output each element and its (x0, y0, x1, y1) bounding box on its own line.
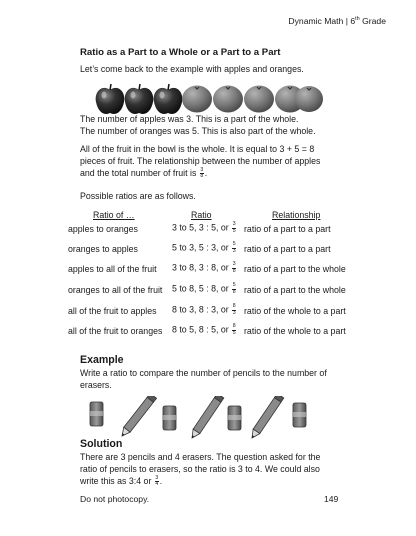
eraser-icon (228, 406, 241, 430)
row-relationship: ratio of a part to the whole (244, 285, 346, 295)
row-ratio-text: 5 to 8, 5 : 8, or (172, 283, 229, 294)
row-relationship: ratio of a part to a part (244, 244, 331, 254)
apple-icon (96, 84, 125, 114)
para1-line1: The number of apples was 3. This is a part of the whole. (80, 114, 299, 124)
solution-line1: There are 3 pencils and 4 erasers. The question asked for the (80, 452, 321, 462)
fraction-numerator: 5 (232, 282, 236, 288)
para2-end: . (204, 168, 208, 178)
apple-icon (125, 84, 154, 114)
fraction-denominator: 4 (155, 481, 159, 488)
row-relationship: ratio of a part to the whole (244, 264, 346, 274)
fraction-denominator: 8 (200, 173, 204, 180)
row-ratio (172, 324, 237, 336)
fraction-numerator: 5 (232, 241, 236, 247)
section-title: Ratio as a Part to a Whole or a Part to a Part (80, 47, 281, 58)
eraser-icon (163, 406, 176, 430)
row-ratio-text: 8 to 3, 8 : 3, or (172, 304, 229, 315)
table-row (0, 302, 416, 322)
whole-paragraph (80, 143, 380, 180)
apples-oranges-paragraph (80, 113, 380, 137)
solution-text (80, 451, 380, 488)
row-ratio-of: apples to all of the fruit (68, 264, 157, 274)
fraction-denominator: 8 (232, 288, 236, 295)
table-row (0, 220, 416, 240)
fraction-numerator: 8 (232, 303, 236, 309)
orange-icon (213, 86, 243, 113)
row-ratio-of: apples to oranges (68, 224, 138, 234)
orange-icon (244, 86, 274, 113)
pencils-erasers-illustration (86, 396, 326, 442)
row-ratio (172, 262, 237, 274)
eraser-icon (293, 403, 306, 427)
fraction-denominator: 8 (232, 267, 236, 274)
header-sup: th (355, 16, 360, 23)
fraction (232, 324, 236, 336)
row-ratio-text: 8 to 5, 8 : 5, or (172, 324, 229, 335)
table-row (0, 260, 416, 280)
para2-line2: pieces of fruit. The relationship between the number of apples (80, 156, 321, 166)
row-relationship: ratio of the whole to a part (244, 306, 346, 316)
fraction (155, 476, 159, 488)
apple-icon (154, 84, 183, 114)
eraser-icon (90, 402, 103, 426)
para2-line3 (80, 167, 380, 180)
table-header-ratio-of: Ratio of … (93, 210, 135, 220)
fraction (232, 222, 236, 234)
fraction (232, 262, 236, 274)
fraction-numerator: 3 (232, 261, 236, 267)
solution-line3-text: write this as 3:4 or (80, 476, 152, 486)
fraction-denominator: 5 (232, 227, 236, 234)
para1-line2: The number of oranges was 5. This is also part of the whole. (80, 126, 316, 136)
header-text-suffix: Grade (359, 16, 386, 26)
row-ratio-of: all of the fruit to oranges (68, 326, 163, 336)
row-ratio-text: 5 to 3, 5 : 3, or (172, 242, 229, 253)
solution-end: . (159, 476, 163, 486)
fraction-numerator: 3 (200, 166, 204, 173)
row-ratio (172, 242, 237, 254)
possible-ratios-text: Possible ratios are as follows. (80, 191, 196, 201)
example-heading: Example (80, 354, 124, 366)
pencil-icon (119, 396, 157, 438)
table-row (0, 240, 416, 260)
orange-icon (295, 86, 323, 112)
fraction (232, 242, 236, 254)
row-ratio-text: 3 to 5, 3 : 5, or (172, 222, 229, 233)
solution-heading: Solution (80, 438, 123, 450)
table-header-ratio: Ratio (191, 210, 212, 220)
table-row (0, 281, 416, 301)
fraction-numerator: 3 (232, 221, 236, 227)
fraction-denominator: 3 (232, 247, 236, 254)
fraction-denominator: 5 (232, 329, 236, 336)
fraction (232, 283, 236, 295)
page-header (288, 16, 386, 26)
solution-line2: ratio of pencils to erasers, so the ratio is 3 to 4. We could also (80, 464, 320, 474)
example-line1: Write a ratio to compare the number of pencils to the number of (80, 368, 327, 378)
row-ratio-of: oranges to apples (68, 244, 138, 254)
intro-text: Let’s come back to the example with apples and oranges. (80, 64, 304, 74)
fraction (232, 304, 236, 316)
fraction-numerator: 3 (155, 474, 159, 481)
page-number: 149 (324, 494, 339, 504)
fraction-numerator: 8 (232, 323, 236, 329)
row-ratio-of: all of the fruit to apples (68, 306, 157, 316)
table-row (0, 322, 416, 342)
row-ratio (172, 283, 237, 295)
row-ratio-of: oranges to all of the fruit (68, 285, 163, 295)
row-ratio (172, 222, 237, 234)
header-text: Dynamic Math | 6 (288, 16, 356, 26)
fraction-denominator: 3 (232, 309, 236, 316)
para2-line3-text: and the total number of fruit is (80, 168, 197, 178)
pencil-icon (249, 396, 284, 440)
fruit-illustration (94, 80, 324, 116)
row-ratio (172, 304, 237, 316)
para2-line1: All of the fruit in the bowl is the whole. It is equal to 3 + 5 = 8 (80, 144, 315, 154)
solution-line3 (80, 475, 380, 488)
row-relationship: ratio of a part to a part (244, 224, 331, 234)
footer-note: Do not photocopy. (80, 494, 150, 504)
row-ratio-text: 3 to 8, 3 : 8, or (172, 262, 229, 273)
orange-icon (182, 86, 212, 113)
fraction (200, 168, 204, 180)
pencil-icon (189, 396, 224, 440)
row-relationship: ratio of the whole to a part (244, 326, 346, 336)
table-header-relationship: Relationship (272, 210, 321, 220)
example-line2: erasers. (80, 380, 112, 390)
example-text (80, 367, 380, 391)
